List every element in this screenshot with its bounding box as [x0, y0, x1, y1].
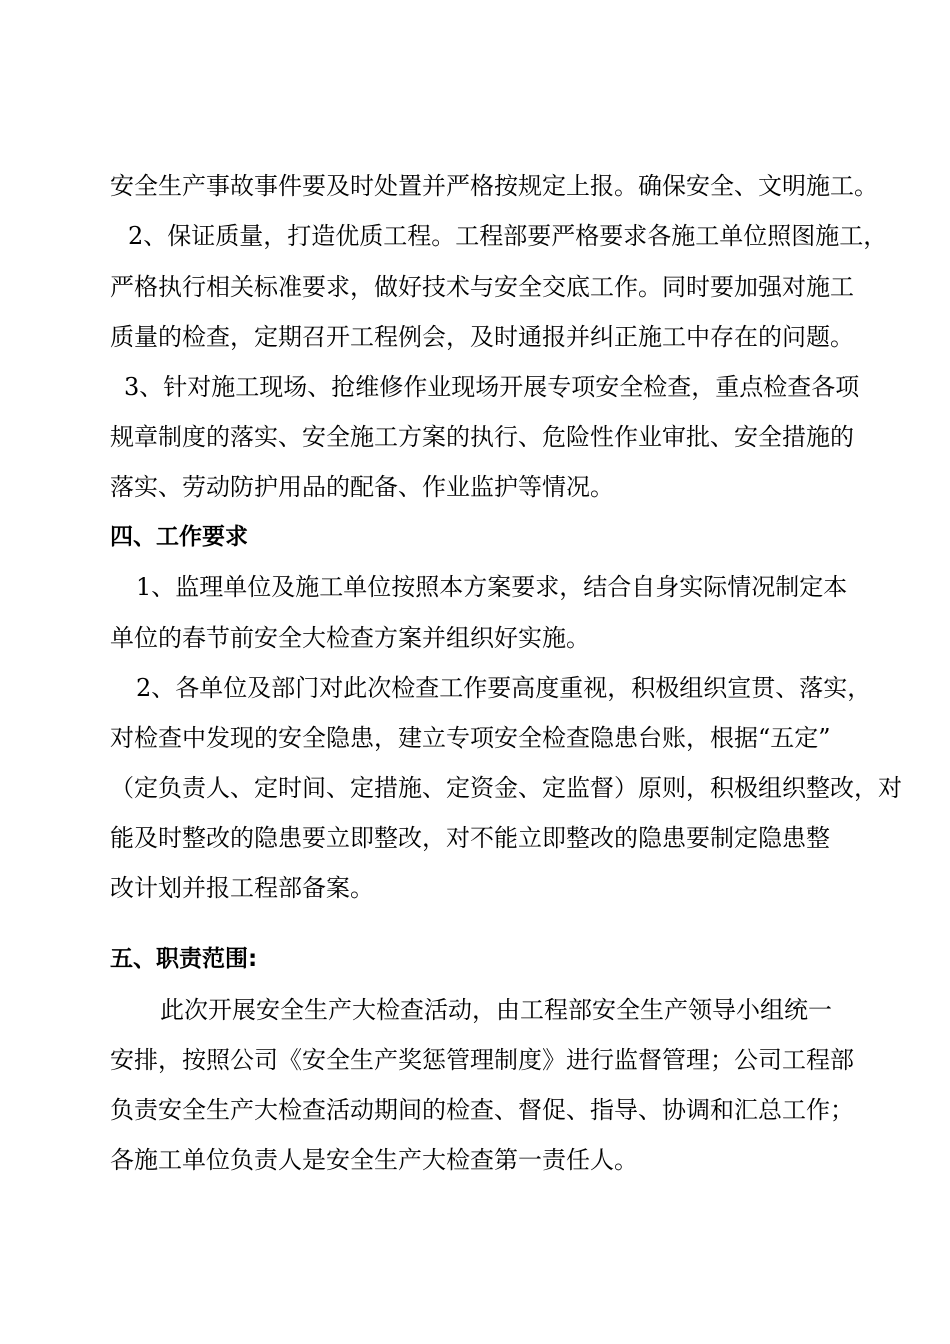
paragraph-line: 安全生产事故事件要及时处置并严格按规定上报。确保安全、文明施工。: [110, 172, 878, 200]
paragraph-line: 负责安全生产大检查活动期间的检查、督促、指导、协调和汇总工作；: [110, 1096, 854, 1124]
paragraph-line: 各施工单位负责人是安全生产大检查第一责任人。: [110, 1146, 638, 1174]
section-heading: 五、职责范围:: [110, 946, 258, 972]
paragraph-line: 规章制度的落实、安全施工方案的执行、危险性作业审批、安全措施的: [110, 423, 854, 451]
section-heading: 四、工作要求: [110, 524, 248, 550]
paragraph-line: 1、监理单位及施工单位按照本方案要求，结合自身实际情况制定本: [136, 573, 848, 601]
paragraph-line: 严格执行相关标准要求，做好技术与安全交底工作。同时要加强对施工: [110, 273, 854, 301]
paragraph-line: 3、针对施工现场、抢维修作业现场开展专项安全检查，重点检查各项: [124, 373, 860, 401]
paragraph-line: 2、各单位及部门对此次检查工作要高度重视，积极组织宣贯、落实，: [136, 674, 872, 702]
paragraph-line: 对检查中发现的安全隐患，建立专项安全检查隐患台账，根据“五定”: [110, 724, 831, 752]
paragraph-line: 单位的春节前安全大检查方案并组织好实施。: [110, 624, 590, 652]
paragraph-line: 此次开展安全生产大检查活动，由工程部安全生产领导小组统一: [160, 996, 832, 1024]
paragraph-line: 安排，按照公司《安全生产奖惩管理制度》进行监督管理；公司工程部: [110, 1046, 854, 1074]
paragraph-line: 落实、劳动防护用品的配备、作业监护等情况。: [110, 473, 614, 501]
paragraph-line: 改计划并报工程部备案。: [110, 874, 374, 902]
paragraph-line: 能及时整改的隐患要立即整改，对不能立即整改的隐患要制定隐患整: [110, 824, 830, 852]
paragraph-line: （定负责人、定时间、定措施、定资金、定监督）原则，积极组织整改，对: [110, 774, 902, 802]
paragraph-line: 2、保证质量，打造优质工程。工程部要严格要求各施工单位照图施工，: [128, 222, 888, 250]
paragraph-line: 质量的检查，定期召开工程例会，及时通报并纠正施工中存在的问题。: [110, 323, 854, 351]
